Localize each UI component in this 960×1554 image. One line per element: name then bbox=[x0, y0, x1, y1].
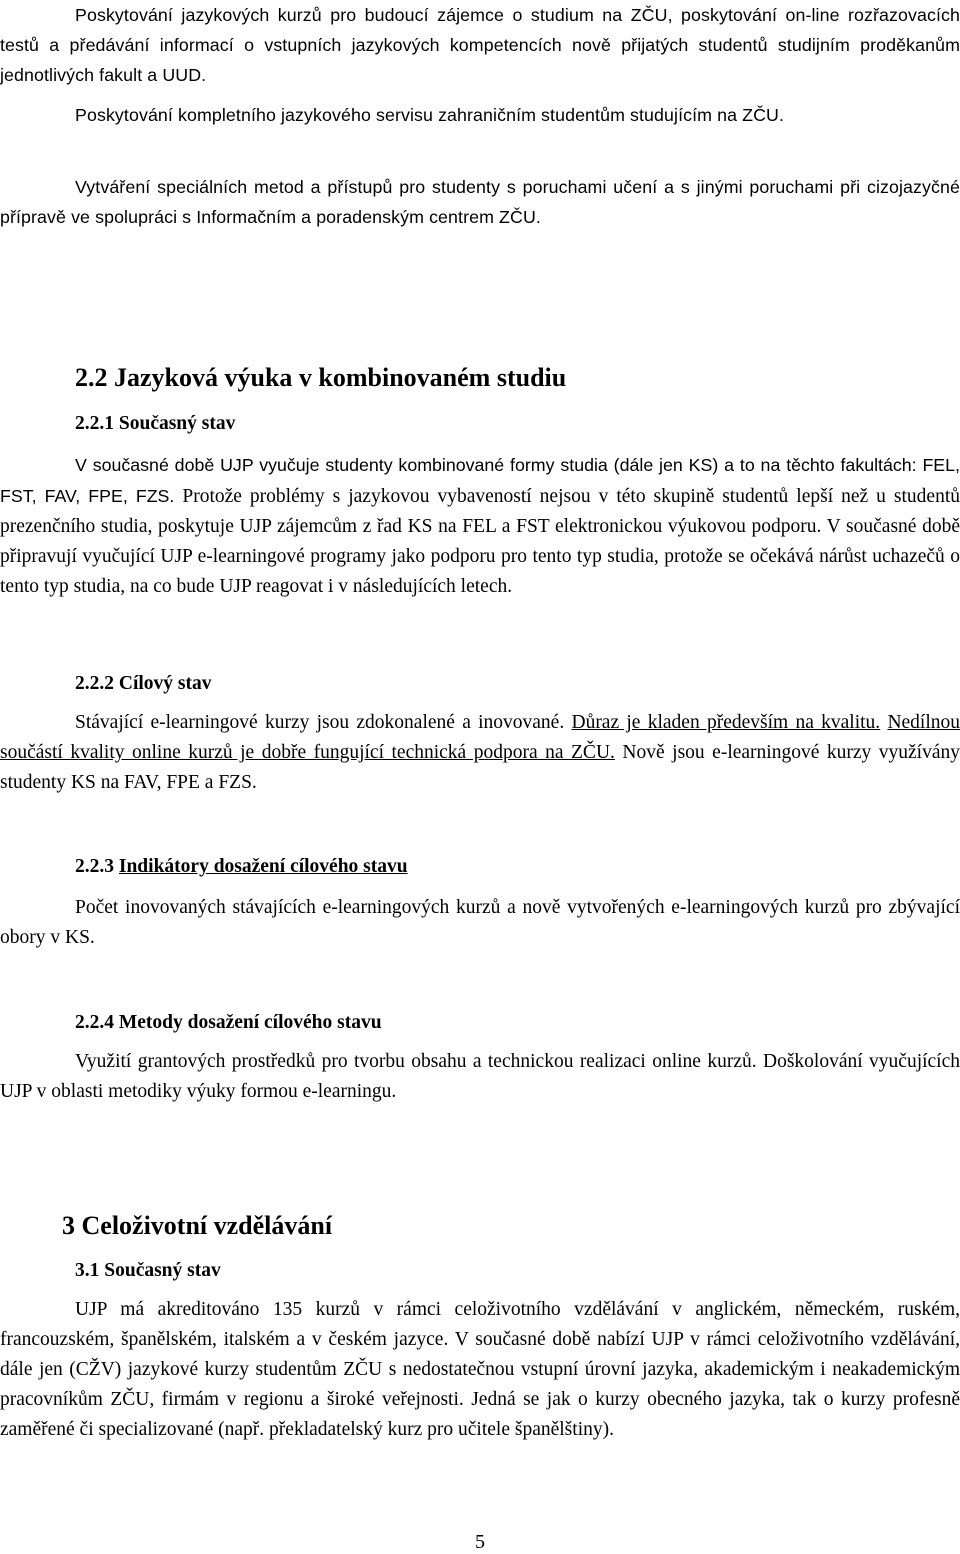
paragraph-2-2-1 bbox=[0, 450, 960, 602]
paragraph-2-2-1-text-c: V současné době připravují vyučující UJP e-learningové programy jako podporu pro tento typ studia, protože se očekává nárůst uchazečů o tento typ studia, na co bude UJP reagovat i v následujících letech. bbox=[0, 516, 960, 597]
heading-2-2-2: 2.2.2 Cílový stav bbox=[75, 673, 212, 694]
paragraph-2-2-2-text-a: Stávající e-learningové kurzy jsou zdokonalené a inovované. bbox=[75, 712, 565, 733]
paragraph-2-2-2-text-b: Důraz je kladen především na kvalitu. bbox=[571, 712, 881, 733]
paragraph-2-2-1-text-a: V současné době UJP vyučuje studenty kombinované formy studia (dále jen KS) a to na těchto fakultách: FEL, FST, FAV, FPE, FZS. bbox=[0, 455, 960, 506]
paragraph-servis bbox=[0, 100, 960, 130]
paragraph-3-1-text-b: V současné době nabízí UJP v rámci celoživotního vzdělávání, dále jen (CŽV) jazykové kurzy studentům ZČU s nedostatečnou vstupní úrovní jazyka, akademickým i neakademickým pracovníkům ZČU, firmám v regionu a široké veřejnosti. Jedná se jak o kurzy obecného jazyka, tak o kurzy profesně zaměřené či specializované (např. překladatelský kurz pro učitele španělštiny). bbox=[0, 1329, 960, 1440]
paragraph-servis-text: Poskytování kompletního jazykového servisu zahraničním studentům studujícím na ZČU. bbox=[75, 105, 785, 125]
paragraph-2-2-4-text-b: Doškolování vyučujících UJP v oblasti metodiky výuky formou e-learningu. bbox=[0, 1051, 960, 1102]
paragraph-3-1-text-a: UJP má akreditováno 135 kurzů v rámci celoživotního vzdělávání v anglickém, německém, ruském, francouzském, španělském, italském a v českém jazyce. bbox=[0, 1299, 960, 1350]
paragraph-2-2-2-text-d: Nově jsou e-learningové kurzy využívány studenty KS na FAV, FPE a FZS. bbox=[0, 742, 960, 793]
heading-2-2-1: 2.2.1 Současný stav bbox=[75, 413, 236, 434]
heading-3: 3 Celoživotní vzdělávání bbox=[62, 1211, 333, 1240]
paragraph-metody-text: Vytváření speciálních metod a přístupů pro studenty s poruchami učení a s jinými poruchami při cizojazyčné přípravě ve spolupráci s Informačním a poradenským centrem ZČU. bbox=[0, 177, 960, 227]
paragraph-metody bbox=[0, 172, 960, 232]
heading-2-2-3-text: Indikátory dosažení cílového stavu bbox=[118, 856, 408, 877]
heading-2-2: 2.2 Jazyková výuka v kombinovaném studiu bbox=[75, 363, 567, 392]
heading-3-1: 3.1 Současný stav bbox=[75, 1260, 221, 1281]
paragraph-2-2-2-text-c: Nedílnou součástí kvality online kurzů je dobře fungující technická podpora na ZČU. bbox=[0, 712, 960, 763]
paragraph-3-1 bbox=[0, 1295, 960, 1445]
paragraph-2-2-4 bbox=[0, 1047, 960, 1107]
paragraph-2-2-1-text-b: Protože problémy s jazykovou vybaveností nejsou v této skupině studentů lepší než u studentů prezenčního studia, poskytuje UJP zájemcům z řad KS na FEL a FST elektronickou výukovou podporu. bbox=[0, 486, 960, 537]
heading-2-2-4: 2.2.4 Metody dosažení cílového stavu bbox=[75, 1012, 382, 1033]
page-number: 5 bbox=[475, 1531, 485, 1553]
paragraph-2-2-3-text: Počet inovovaných stávajících e-learningových kurzů a nově vytvořených e-learningových kurzů pro zbývající obory v KS. bbox=[0, 897, 960, 948]
paragraph-top-text: Poskytování jazykových kurzů pro budoucí zájemce o studium na ZČU, poskytování on-line rozřazovacích testů a předávání informací o vstupních jazykových kompetencích nově přijatých studentů studijním proděkanům jednotlivých fakult a UUD. bbox=[0, 5, 960, 85]
paragraph-2-2-2 bbox=[0, 708, 960, 798]
heading-2-2-3 bbox=[75, 853, 408, 881]
paragraph-2-2-3 bbox=[0, 893, 960, 953]
paragraph-2-2-4-text-a: Využití grantových prostředků pro tvorbu obsahu a technickou realizaci online kurzů. bbox=[75, 1051, 757, 1072]
heading-2-2-3-number: 2.2.3 bbox=[75, 856, 114, 877]
paragraph-top bbox=[0, 0, 960, 90]
